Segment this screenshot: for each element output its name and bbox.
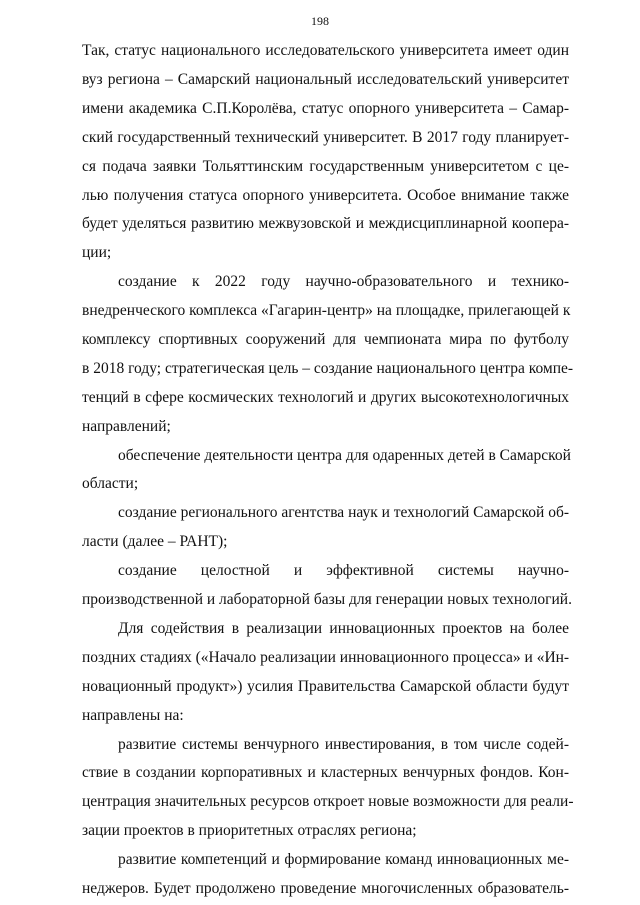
page-number: 198 <box>311 14 329 28</box>
text-line: неджеров. Будет продолжено проведение многочисленных образователь- <box>82 880 569 897</box>
text-line: области; <box>82 475 139 493</box>
text-line: ся подача заявки Тольяттинским государственным университетом с це- <box>82 157 569 175</box>
text-line: имени академика С.П.Королёва, статус опорного университета – Самар- <box>82 99 569 117</box>
text-line: обеспечение деятельности центра для одаренных детей в Самарской <box>118 446 571 464</box>
text-line: вуз региона – Самарский национальный исследовательский университет <box>82 70 569 88</box>
text-line: внедренческого комплекса «Гагарин-центр» на площадке, прилегающей к <box>82 302 571 320</box>
text-line: создание регионального агентства наук и технологий Самарской об- <box>118 504 570 522</box>
text-line: производственной и лабораторной базы для генерации новых технологий. <box>82 591 572 608</box>
text-line: в 2018 году; стратегическая цель – создание национального центра компе- <box>82 359 574 377</box>
text-line: Так, статус национального исследовательского университета имеет один <box>82 42 569 59</box>
text-line: ласти (далее – РАНТ); <box>82 533 228 551</box>
text-line: развитие компетенций и формирование команд инновационных ме- <box>118 851 569 869</box>
text-line: развитие системы венчурного инвестирования, в том числе содей- <box>118 735 569 753</box>
text-line: зации проектов в приоритетных отраслях региона; <box>82 822 417 840</box>
text-line: новационный продукт») усилия Правительства Самарской области будут <box>82 677 569 695</box>
text-line: создание целостной и эффективной системы научно- <box>118 562 569 580</box>
text-line: тенций в сфере космических технологий и других высокотехнологичных <box>82 388 569 406</box>
text-line: будет уделяться развитию межвузовской и междисциплинарной коопера- <box>82 215 569 233</box>
text-line: направлений; <box>82 417 171 435</box>
text-line: ствие в создании корпоративных и кластерных венчурных фондов. Кон- <box>82 764 569 782</box>
text-line: Для содействия в реализации инновационных проектов на более <box>118 619 569 637</box>
text-line: направлены на: <box>82 706 184 724</box>
text-line: поздних стадиях («Начало реализации инновационного процесса» и «Ин- <box>82 648 570 666</box>
text-line: создание к 2022 году научно-образовательного и технико- <box>118 273 569 291</box>
text-line: лью получения статуса опорного университета. Особое внимание также <box>82 186 569 204</box>
text-line: комплексу спортивных сооружений для чемпионата мира по футболу <box>82 331 569 348</box>
text-line: ции; <box>82 244 112 262</box>
text-line: центрация значительных ресурсов откроет новые возможности для реали- <box>82 793 574 811</box>
text-line: ский государственный технический университет. В 2017 году планирует- <box>82 128 569 146</box>
